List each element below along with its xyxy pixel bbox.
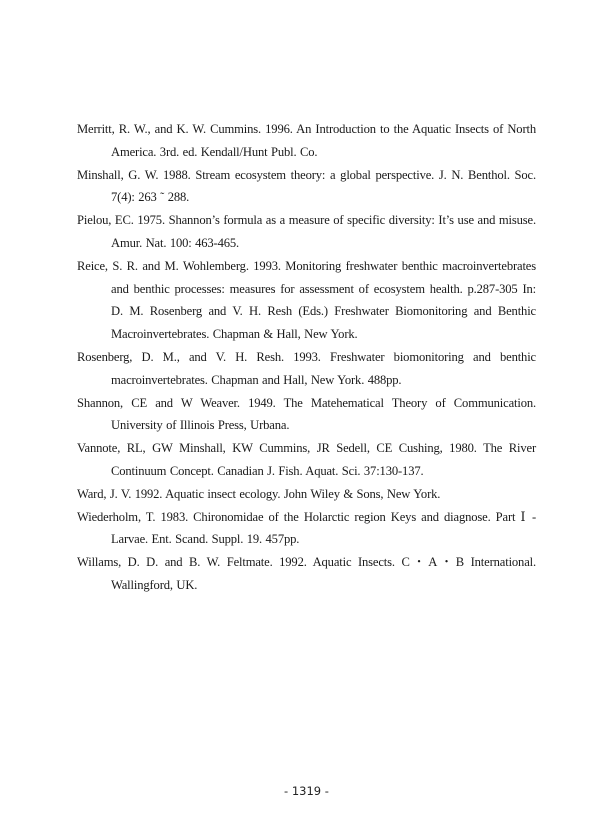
reference-entry: Willams, D. D. and B. W. Feltmate. 1992. Aquatic Insects. C・A・B International. Wallingford, UK. <box>77 555 536 592</box>
reference-entry: Wiederholm, T. 1983. Chironomidae of the Holarctic region Keys and diagnose. Part Ⅰ - Larvae. Ent. Scand. Suppl. 19. 457pp. <box>77 509 536 547</box>
reference-entry: Shannon, CE and W Weaver. 1949. The Matehematical Theory of Communication. University of Illinois Press, Urbana. <box>77 395 536 433</box>
reference-entry: Reice, S. R. and M. Wohlemberg. 1993. Monitoring freshwater benthic macroinvertebrates and benthic processes: measures for assessment of ecosystem health. p.287-305 In: D. M. Rosenberg and V. H. Resh (Eds.) Freshwater Biomonitoring and Benthic Macroinvertebrates. Chapman & Hall, New York. <box>77 258 536 342</box>
reference-entry: Rosenberg, D. M., and V. H. Resh. 1993. Freshwater biomonitoring and benthic macroinvertebrates. Chapman and Hall, New York. 488pp. <box>77 349 536 387</box>
reference-list <box>77 118 536 597</box>
reference-entry: Vannote, RL, GW Minshall, KW Cummins, JR Sedell, CE Cushing, 1980. The River Continuum Concept. Canadian J. Fish. Aquat. Sci. 37:130-137. <box>77 441 536 478</box>
reference-entry: Ward, J. V. 1992. Aquatic insect ecology. John Wiley & Sons, New York. <box>77 486 441 501</box>
reference-entry: Minshall, G. W. 1988. Stream ecosystem theory: a global perspective. J. N. Benthol. Soc. 7(4): 263 ˜ 288. <box>77 167 536 205</box>
page-number: - 1319 - <box>284 784 329 798</box>
reference-entry: Pielou, EC. 1975. Shannon’s formula as a measure of specific diversity: It’s use and misuse. Amur. Nat. 100: 463-465. <box>77 213 536 250</box>
reference-entry: Merritt, R. W., and K. W. Cummins. 1996. An Introduction to the Aquatic Insects of North America. 3rd. ed. Kendall/Hunt Publ. Co. <box>77 122 536 159</box>
